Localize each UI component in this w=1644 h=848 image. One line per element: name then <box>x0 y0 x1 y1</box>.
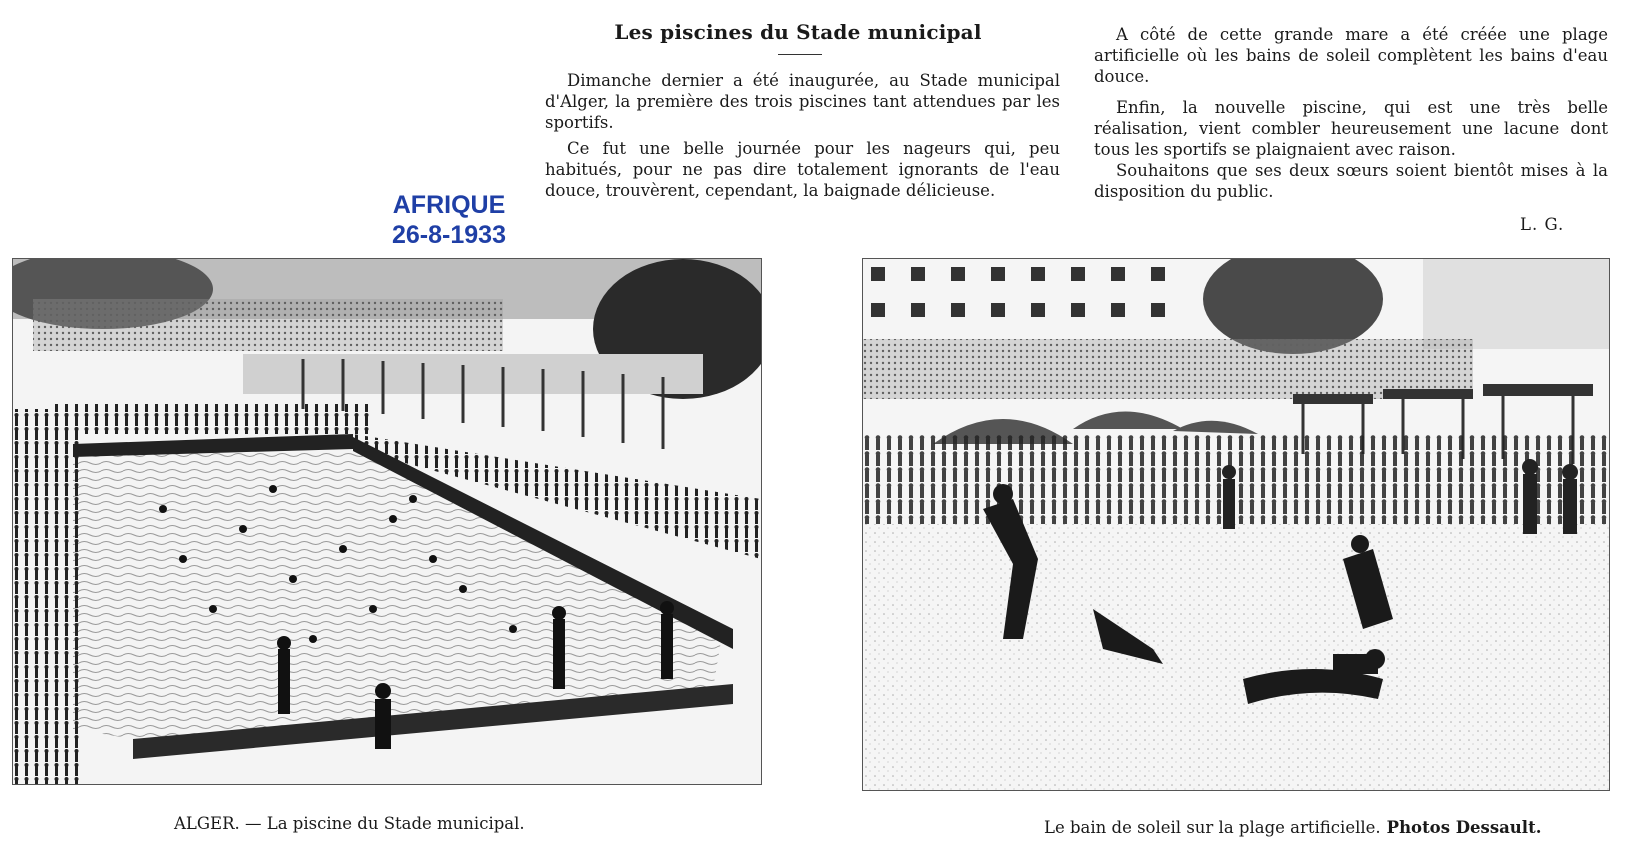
article-paragraph: Souhaitons que ses deux sœurs soient bientôt mises à la disposition du public. <box>1094 161 1608 201</box>
article-paragraph: A côté de cette grande mare a été créée une plage artificielle où les bains de soleil complètent les bains d'eau douce. <box>1094 25 1608 86</box>
photo-credit: Photos Dessault. <box>1386 818 1542 837</box>
article-paragraph: Enfin, la nouvelle piscine, qui est une très belle réalisation, vient combler heureusement une lacune dont tous les sportifs se plaignaient avec raison. <box>1094 98 1608 159</box>
archive-stamp <box>378 190 520 250</box>
photo-swimming-pool <box>12 258 762 785</box>
title-divider <box>778 54 822 55</box>
article-paragraph: Dimanche dernier a été inaugurée, au Stade municipal d'Alger, la première des trois piscines tant attendues par les sportifs. <box>545 71 1060 132</box>
article-column-right <box>1094 24 1608 212</box>
article-signature: L. G. <box>1520 215 1565 234</box>
article-title: Les piscines du Stade municipal <box>614 20 982 44</box>
article-paragraph: Ce fut une belle journée pour les nageurs qui, peu habitués, pour ne pas dire totalement ignorants de l'eau douce, trouvèrent, cependant, la baignade délicieuse. <box>545 139 1060 200</box>
photo-artificial-beach <box>862 258 1610 791</box>
stamp-source: AFRIQUE <box>392 191 506 219</box>
caption-beach <box>1044 818 1541 837</box>
pool-photo-illustration <box>13 259 761 784</box>
stamp-date: 26-8-1933 <box>392 221 506 249</box>
beach-photo-illustration <box>863 259 1609 790</box>
caption-pool: ALGER. — La piscine du Stade municipal. <box>174 814 525 833</box>
article-column-left <box>545 70 1060 206</box>
caption-beach-text: Le bain de soleil sur la plage artificielle. <box>1044 818 1381 837</box>
